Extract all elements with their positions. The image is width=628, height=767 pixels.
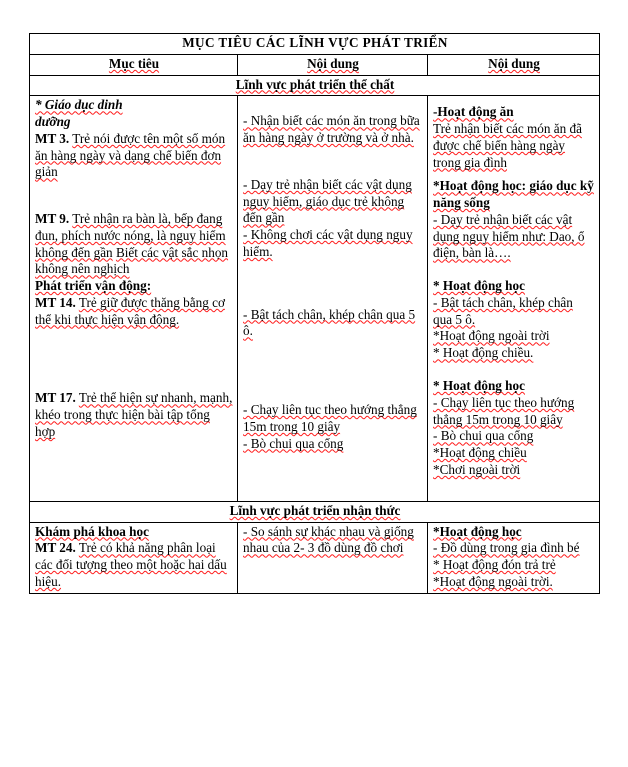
activity-heading: *Hoạt động học: giáo dục kỹ năng sống bbox=[433, 178, 594, 211]
table-row-section-band-cognitive bbox=[30, 501, 600, 522]
activity-heading: * Hoạt động học bbox=[433, 278, 525, 294]
content-line: - Dạy trẻ nhận biết các vật dụng nguy hiểm, giáo dục trẻ không đến gần bbox=[243, 176, 412, 226]
content-line: - So sánh sự khác nhau và giống nhau của 2- 3 đồ dùng đồ chơi bbox=[243, 523, 414, 556]
section-band-label: Lĩnh vực phát triển nhận thức bbox=[229, 502, 401, 518]
activity-line: Trẻ nhận biết các món ăn đã được chế biến hàng ngày trong gia đình bbox=[433, 121, 582, 170]
objective-heading-science: Khám phá khoa học bbox=[35, 523, 149, 539]
cell-cognitive-content-2 bbox=[428, 522, 600, 593]
section-band-label: Lĩnh vực phát triển thể chất bbox=[235, 76, 395, 92]
objective-code-mt14: MT 14. bbox=[35, 294, 76, 310]
cell-physical-content-2 bbox=[428, 96, 600, 501]
activity-line: - Dạy trẻ nhận biết các vật dụng nguy hiểm như: Dao, ổ điện, bàn là…. bbox=[433, 211, 585, 261]
activity-heading: * Hoạt động học bbox=[433, 378, 525, 394]
cell-physical-objectives bbox=[30, 96, 238, 501]
column-header-noi-dung-1 bbox=[238, 54, 428, 75]
activity-heading: -Hoạt động ăn bbox=[433, 104, 514, 120]
column-header-label: Nội dung bbox=[307, 55, 359, 71]
objective-code-mt3: MT 3. bbox=[35, 130, 70, 146]
table-row-section-band-physical bbox=[30, 75, 600, 96]
section-band-physical bbox=[30, 75, 600, 96]
activity-line: - Bò chui qua cổng bbox=[433, 428, 534, 444]
column-header-noi-dung-2 bbox=[428, 54, 600, 75]
objective-heading-nutrition: * Giáo dục dinh bbox=[35, 97, 123, 113]
content-line: - Chạy liên tục theo hướng thẳng 15m trong 10 giây bbox=[243, 402, 417, 434]
objective-code-mt24: MT 24. bbox=[35, 540, 76, 556]
column-header-label: Mục tiêu bbox=[108, 55, 160, 71]
activity-line: *Hoạt động chiều bbox=[433, 445, 527, 461]
objective-code-mt17: MT 17. bbox=[35, 390, 76, 406]
activity-line: - Bật tách chân, khép chân qua 5 ô. bbox=[433, 294, 573, 327]
objective-heading-motor: Phát triển vận động: bbox=[35, 278, 152, 294]
activity-line: - Đồ dùng trong gia đình bé bbox=[433, 540, 580, 556]
cell-cognitive-content-1 bbox=[238, 522, 428, 593]
content-line: - Không chơi các vật dụng nguy hiểm. bbox=[243, 227, 413, 259]
activity-line: - Chạy liên tục theo hướng thẳng 15m trong 10 giây bbox=[433, 394, 575, 427]
objective-text-mt17: Trẻ thể hiện sự nhanh, mạnh, khéo trong thực hiện bài tập tổng hợp bbox=[35, 390, 233, 440]
activity-heading: *Hoạt động học bbox=[433, 523, 522, 539]
activity-line: * Hoạt động chiều. bbox=[433, 345, 534, 361]
objectives-table bbox=[29, 33, 600, 594]
objective-code-mt9: MT 9. bbox=[35, 211, 70, 227]
objective-text-mt24: Trẻ có khả năng phân loại các đối tượng theo một hoặc hai dấu hiệu. bbox=[35, 540, 227, 589]
table-row-title bbox=[30, 34, 600, 55]
objective-text-mt14: Trẻ giữ được thăng bằng cơ thể khi thực hiện vận động. bbox=[35, 294, 225, 327]
activity-line: * Hoạt động đón trả trẻ bbox=[433, 557, 556, 573]
activity-line: *Hoạt động ngoài trời bbox=[433, 328, 550, 344]
section-band-cognitive bbox=[30, 501, 600, 522]
objective-heading-nutrition-cont: dưỡng bbox=[35, 114, 71, 130]
column-header-muc-tieu bbox=[30, 54, 238, 75]
page-title: MỤC TIÊU CÁC LĨNH VỰC PHÁT TRIỂN bbox=[30, 34, 600, 55]
objective-text-mt3: Trẻ nói được tên một số món ăn hàng ngày và dạng chế biến đơn giản bbox=[35, 130, 226, 180]
objective-text-mt9: Trẻ nhận ra bàn là, bếp đang đun, phích nước nóng, là nguy hiểm không đến gần bbox=[35, 211, 226, 260]
cell-cognitive-objectives bbox=[30, 522, 238, 593]
content-line: - Nhận biết các món ăn trong bữa ăn hàng ngày ở trường và ở nhà. bbox=[243, 113, 420, 146]
table-row-physical-body bbox=[30, 96, 600, 501]
content-line: - Bò chui qua cổng bbox=[243, 435, 344, 451]
content-line: - Bật tách chân, khép chân qua 5 ô. bbox=[243, 306, 416, 339]
objective-text-mt9-extra: Biết các vật sắc nhọn không nên nghịch bbox=[35, 244, 229, 277]
activity-line: *Hoạt động ngoài trời. bbox=[433, 573, 553, 589]
activity-line: *Chơi ngoài trời bbox=[433, 461, 521, 477]
table-row-column-headers bbox=[30, 54, 600, 75]
cell-physical-content-1 bbox=[238, 96, 428, 501]
table-row-cognitive-body bbox=[30, 522, 600, 593]
column-header-label: Nội dung bbox=[488, 55, 540, 71]
